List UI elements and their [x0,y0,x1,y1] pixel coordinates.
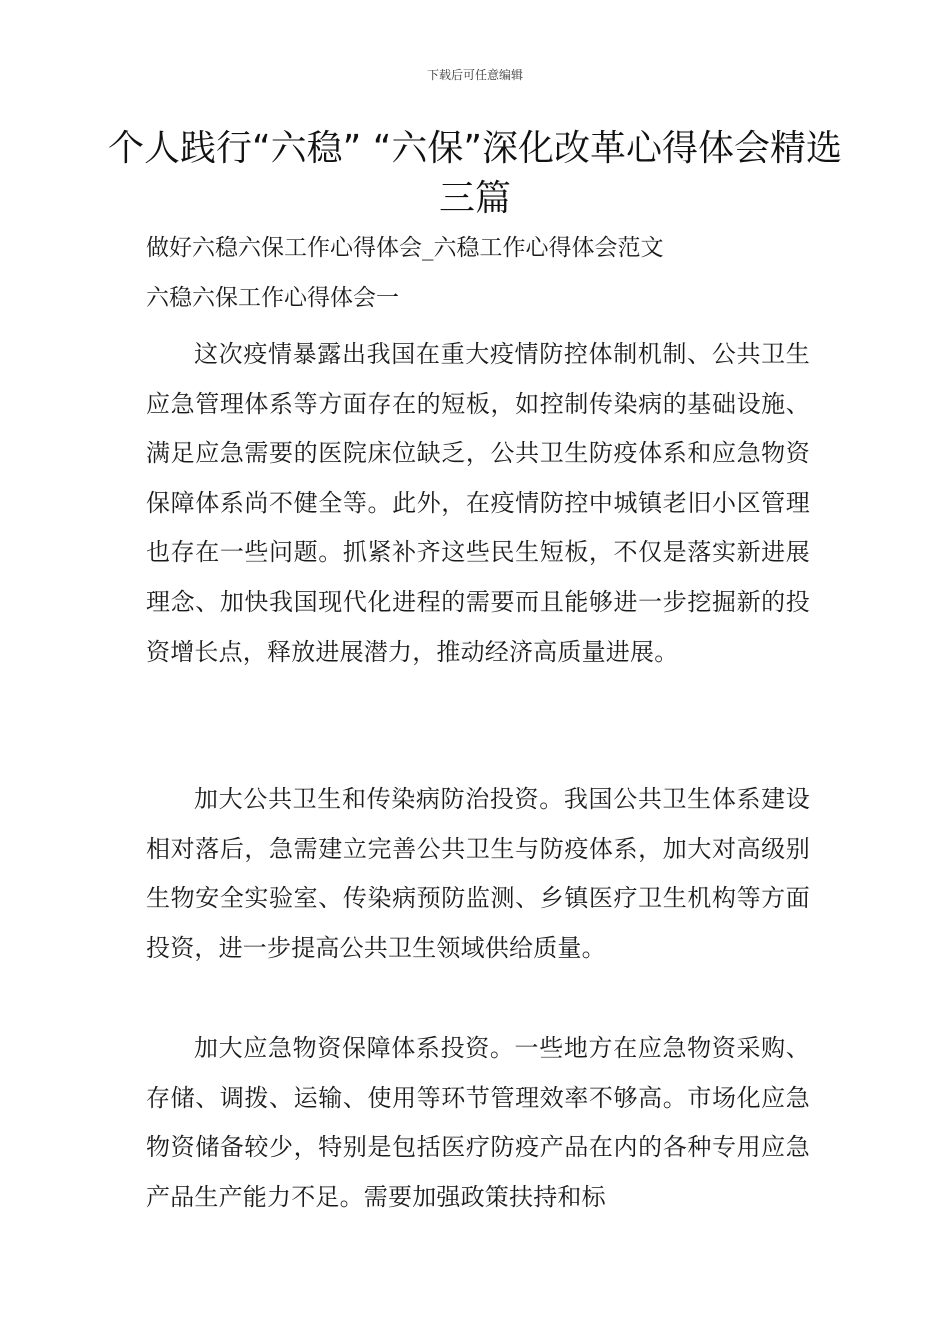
subtitle-1: 做好六稳六保工作心得体会_六稳工作心得体会范文 [146,235,664,261]
section-heading: 六稳六保工作心得体会一 [146,285,399,311]
paragraph-1: 这次疫情暴露出我国在重大疫情防控体制机制、公共卫生应急管理体系等方面存在的短板，如控制传染病的基础设施、满足应急需要的医院床位缺乏，公共卫生防疫体系和应急物资保障体系尚不健全等。此外，在疫情防控中城镇老旧小区管理也存在一些问题。抓紧补齐这些民生短板，不仅是落实新进展理念、加快我国现代化进程的需要而且能够进一步挖掘新的投资增长点，释放进展潜力，推动经济高质量进展。 [146,340,810,666]
paragraph-3: 加大应急物资保障体系投资。一些地方在应急物资采购、存储、调拨、运输、使用等环节管理效率不够高。市场化应急物资储备较少，特别是包括医疗防疫产品在内的各种专用应急产品生产能力不足。需要加强政策扶持和标 [146,1034,810,1211]
header-note: 下载后可任意编辑 [426,68,523,82]
paragraph-2: 加大公共卫生和传染病防治投资。我国公共卫生体系建设相对落后，急需建立完善公共卫生与防疫体系，加大对高级别生物安全实验室、传染病预防监测、乡镇医疗卫生机构等方面投资，进一步提高公共卫生领域供给质量。 [146,785,810,962]
document-title: 个人践行“六稳” “六保”深化改革心得体会精选三篇 [107,128,843,219]
